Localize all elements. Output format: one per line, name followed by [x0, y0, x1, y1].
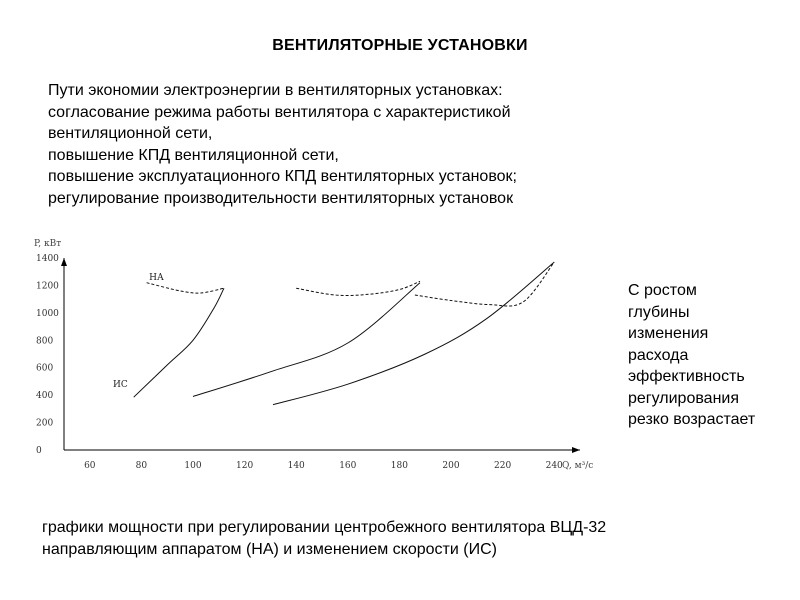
intro-line: повышение КПД вентиляционной сети, — [48, 146, 339, 164]
curve-label-is: ИС — [113, 379, 128, 390]
x-tick-label: 120 — [236, 461, 254, 471]
y-tick-label: 1000 — [36, 308, 59, 319]
chart-caption — [42, 517, 792, 560]
side-note-line: резко возрастает — [628, 411, 756, 428]
y-axis-label: P, кВт — [34, 239, 62, 249]
x-tick-label: 200 — [442, 461, 460, 471]
is-curve-2 — [273, 262, 554, 405]
is-curve-1 — [193, 283, 420, 397]
y-tick-label: 0 — [36, 446, 42, 456]
x-tick-label: 240 — [545, 461, 563, 471]
x-tick-label: 60 — [84, 461, 96, 471]
y-tick-label: 1200 — [36, 281, 59, 292]
x-axis-label: Q, м³/с — [561, 461, 594, 471]
intro-line: повышение эксплуатационного КПД вентиляторных установок; — [48, 168, 517, 185]
x-tick-label: 220 — [494, 461, 512, 471]
y-tick-label: 600 — [36, 363, 54, 374]
y-axis-arrow — [61, 258, 67, 266]
caption-line: графики мощности при регулировании центробежного вентилятора ВЦД-32 — [42, 519, 607, 536]
na-curve-5 — [415, 262, 554, 306]
side-note-line: С ростом — [628, 282, 697, 299]
caption-line: направляющим аппаратом (НА) и изменением скорости (ИС) — [42, 540, 497, 558]
side-note-line: регулирования — [628, 389, 740, 407]
side-note — [628, 280, 798, 431]
curve-label-na: НА — [149, 273, 164, 284]
y-tick-label: 200 — [36, 418, 54, 429]
side-note-line: расхода — [628, 346, 689, 364]
intro-line: регулирование производительности вентиляторных установок — [48, 189, 514, 207]
intro-line: согласование режима работы вентилятора с характеристикой — [48, 103, 511, 121]
x-tick-label: 160 — [339, 461, 357, 471]
x-axis-arrow — [572, 447, 580, 453]
x-tick-label: 140 — [287, 461, 305, 471]
x-tick-label: 100 — [184, 461, 202, 471]
y-tick-label: 400 — [36, 391, 54, 402]
page-title: ВЕНТИЛЯТОРНЫЕ УСТАНОВКИ — [272, 37, 528, 54]
side-note-line: глубины — [628, 303, 690, 321]
na-curve-3 — [147, 283, 224, 293]
x-tick-label: 80 — [135, 461, 148, 471]
side-note-line: эффективность — [628, 368, 745, 385]
na-curve-4 — [296, 281, 420, 295]
is-curve-0 — [134, 288, 224, 397]
chart-curves — [134, 262, 555, 405]
y-tick-label: 1400 — [36, 254, 59, 264]
intro-line: Пути экономии электроэнергии в вентиляторных установках: — [48, 82, 503, 99]
side-note-line: изменения — [628, 325, 709, 342]
y-tick-label: 800 — [36, 336, 54, 347]
x-tick-label: 180 — [390, 461, 408, 471]
intro-line: вентиляционной сети, — [48, 125, 213, 142]
